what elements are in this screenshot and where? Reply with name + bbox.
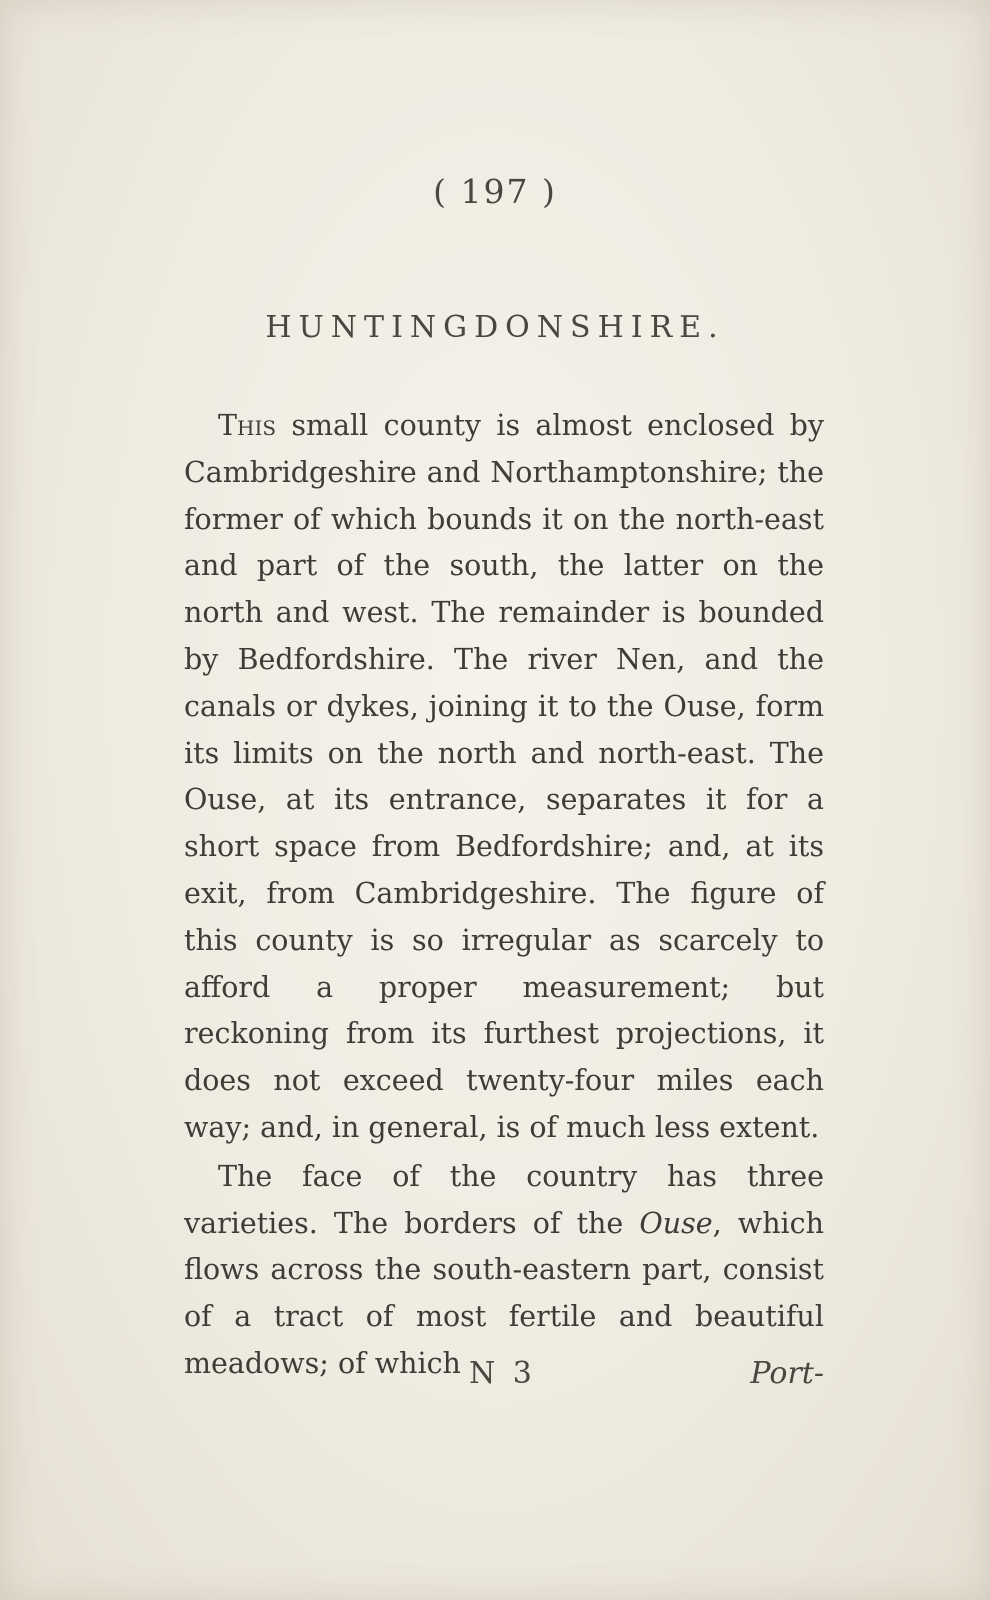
catchword: Port- [750,1356,824,1391]
chapter-heading: HUNTINGDONSHIRE. [265,310,725,345]
page-number: ( 197 ) [433,172,557,211]
paragraph-text: , which flows across the south-eastern part, consist of a tract of most fertile and beautiful meadows; of which [184,1206,824,1380]
signature-mark: N 3 [469,1356,536,1391]
paragraph [184,403,824,1152]
page-footer [184,1356,824,1400]
paragraph [184,1154,824,1388]
paragraph-lead-word: This [218,409,277,442]
paragraph-text: The face of the country has three varieties. The borders of the [184,1159,824,1240]
paragraph-text: small county is almost enclosed by Cambridgeshire and Northamptonshire; the former of which bounds it on the north-east and part of the south, the latter on the north and west. The remainder is bounded by Bedfordshire. The river Nen, and the canals or dykes, joining it to the Ouse, form its limits on the north and north-east. The Ouse, at its entrance, separates it for a short space from Bedfordshire; and, at its exit, from Cambridgeshire. The figure of this county is so irregular as scarcely to afford a proper measurement; but reckoning from its furthest projections, it does not exceed twenty-four miles each way; and, in general, is of much less extent. [184,409,824,1144]
italic-text: Ouse [639,1206,713,1240]
body-text [184,403,824,1390]
